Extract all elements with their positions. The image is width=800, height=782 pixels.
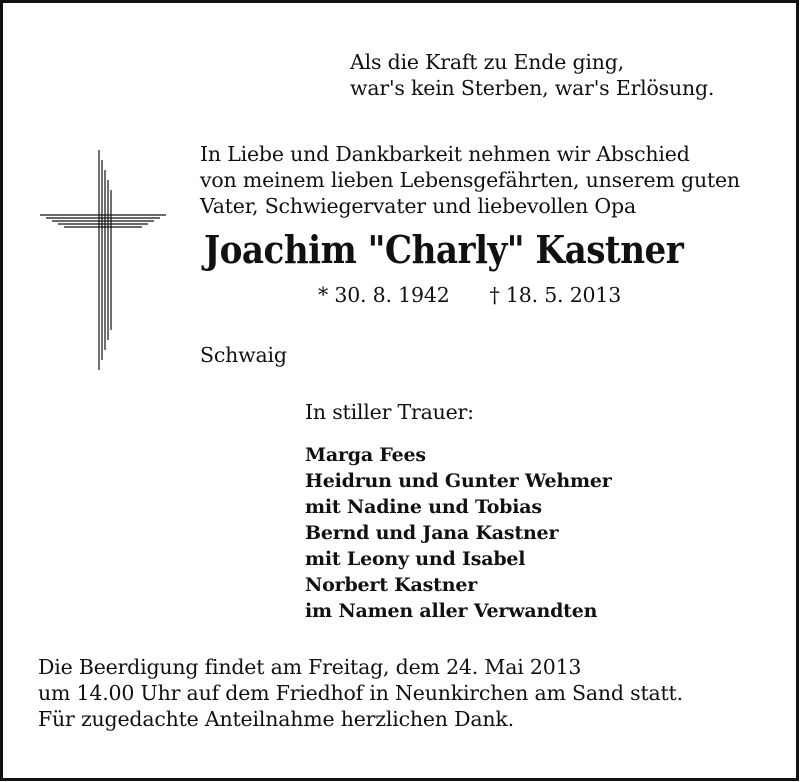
funeral-line: um 14.00 Uhr auf dem Friedhof in Neunkirchen am Sand statt. (38, 681, 683, 705)
mourner: mit Nadine und Tobias (305, 496, 542, 518)
death-date: † 18. 5. 2013 (489, 283, 622, 307)
mourner: im Namen aller Verwandten (305, 600, 598, 622)
mourner: Marga Fees (305, 444, 426, 466)
funeral-line: Für zugedachte Anteilnahme herzlichen Dank. (38, 707, 514, 731)
deceased-name: Joachim "Charly" Kastner (204, 227, 684, 272)
intro-line: Vater, Schwiegervater und liebevollen Opa (200, 194, 636, 218)
intro-line: von meinem lieben Lebensgefährten, unserem guten (200, 168, 740, 192)
funeral-line: Die Beerdigung findet am Freitag, dem 24. Mai 2013 (38, 655, 582, 679)
mourners-list (305, 442, 612, 624)
intro-text (200, 141, 740, 219)
mourner: Heidrun und Gunter Wehmer (305, 470, 612, 492)
motto-line: Als die Kraft zu Ende ging, (350, 50, 624, 74)
intro-line: In Liebe und Dankbarkeit nehmen wir Abschied (200, 142, 690, 166)
mourner: Norbert Kastner (305, 574, 478, 596)
motto (350, 49, 714, 101)
place: Schwaig (200, 343, 287, 367)
mourner: Bernd und Jana Kastner (305, 522, 559, 544)
mourning-label: In stiller Trauer: (305, 400, 474, 424)
cross-icon (38, 145, 178, 375)
motto-line: war's kein Sterben, war's Erlösung. (350, 76, 715, 100)
birth-date: * 30. 8. 1942 (318, 283, 450, 307)
life-dates (318, 282, 621, 308)
funeral-info (38, 654, 683, 732)
mourner: mit Leony und Isabel (305, 548, 526, 570)
